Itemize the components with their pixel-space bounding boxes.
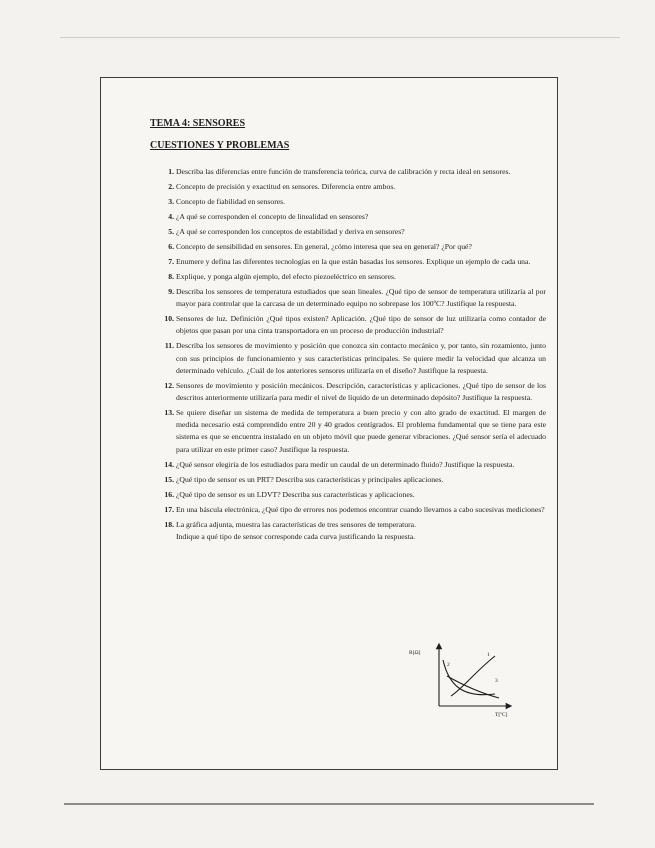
question-text: Concepto de fiabilidad en sensores. [176, 197, 286, 206]
question-number: 16. [164, 489, 174, 499]
page-frame [100, 77, 558, 770]
question-item [150, 489, 546, 501]
question-number: 17. [164, 504, 174, 514]
question-text: Explique, y ponga algún ejemplo, del efecto piezoeléctrico en sensores. [176, 272, 396, 281]
question-item [150, 340, 546, 377]
question-item [150, 474, 546, 486]
question-number: 10. [164, 314, 174, 324]
question-number: 12. [164, 380, 174, 390]
question-item [150, 241, 546, 253]
curve-1 [451, 656, 495, 696]
graph-svg [407, 642, 515, 718]
question-number: 5. [168, 227, 174, 236]
question-number: 2. [168, 182, 174, 191]
curve-2 [443, 660, 495, 695]
question-text: Enumere y defina las diferentes tecnologías en la que están basadas los sensores. Explique un ejemplo de cada una. [176, 257, 531, 266]
question-text: Describa las diferencias entre función de transferencia teórica, curva de calibración y recta ideal en sensores. [176, 167, 511, 176]
question-number: 9. [168, 287, 174, 296]
question-item [150, 271, 546, 283]
question-text: Sensores de movimiento y posición mecánicos. Descripción, características y aplicaciones. ¿Qué tipo de sensor de los descritos anteriormente utilizaría para medir el nivel de líquido de un determinado depósito? Justifique la respuesta. [176, 380, 546, 403]
question-number: 3. [168, 197, 174, 206]
question-text: ¿Qué tipo de sensor es un LDVT? Describa sus características y aplicaciones. [176, 489, 415, 499]
question-text: ¿A qué se corresponden los conceptos de estabilidad y deriva en sensores? [176, 227, 405, 236]
question-number: 6. [168, 242, 174, 251]
question-number: 13. [164, 408, 174, 418]
question-text: Describa los sensores de temperatura estudiados que sean lineales. ¿Qué tipo de sensor de temperatura utilizaría al por mayor para controlar que la carcasa de un determinado equipo no sobrepase los 100ºC? Justifique la respuesta. [176, 287, 546, 309]
curve-label: 2 [447, 662, 450, 668]
question-item [150, 256, 546, 268]
curve-label: 1 [487, 652, 490, 658]
section-subtitle: CUESTIONES Y PROBLEMAS [150, 140, 290, 151]
question-number: 18. [164, 519, 174, 529]
question-text: Concepto de sensibilidad en sensores. En general, ¿cómo interesa que sea en general? ¿Por qué? [176, 242, 472, 251]
question-text: En una báscula electrónica, ¿Qué tipo de errores nos podemos encontrar cuando llevamos a cabo sucesivas mediciones? [176, 504, 545, 514]
question-text: ¿A qué se corresponden el concepto de linealidad en sensores? [176, 212, 369, 221]
question-text: ¿Qué tipo de sensor es un PRT? Describa sus características y principales aplicaciones. [176, 474, 444, 484]
question-number: 7. [168, 257, 174, 266]
x-axis-label: T[ºC] [495, 712, 508, 718]
question-item [150, 313, 546, 337]
question-item [150, 459, 546, 471]
question-item [150, 181, 546, 193]
question-item [150, 286, 546, 310]
sensor-characteristics-graph [407, 642, 515, 718]
question-item [150, 407, 546, 456]
question-item [150, 211, 546, 223]
question-item [150, 519, 416, 543]
scan-edge-top [60, 37, 620, 38]
question-number: 1. [168, 167, 174, 176]
question-item [150, 166, 546, 178]
question-text: ¿Qué sensor elegiría de los estudiados para medir un caudal de un determinado fluido? Justifique la respuesta. [176, 459, 515, 469]
question-text: Describa los sensores de movimiento y posición que conozca sin contacto mecánico y, por tanto, sin rozamiento, junto con sus principios de funcionamiento y sus características principales. Se quiere medir la velocidad que alcanza un determinado vehículo. ¿Cuál de los anteriores sensores utilizaría en el diseño? Justifique la respuesta. [176, 341, 546, 375]
question-text: La gráfica adjunta, muestra las características de tres sensores de temperatura. Indique a qué tipo de sensor corresponde cada curva justificando la respuesta. [176, 519, 416, 541]
y-axis-label: R[Ω] [409, 650, 421, 656]
document-body [150, 118, 546, 546]
question-item [150, 504, 546, 516]
section-title: TEMA 4: SENSORES [150, 118, 246, 129]
question-number: 8. [168, 272, 174, 281]
question-item [150, 226, 546, 238]
question-text: Concepto de precisión y exactitud en sensores. Diferencia entre ambos. [176, 182, 396, 191]
question-number: 4. [168, 212, 174, 221]
curve-label: 3 [495, 678, 498, 684]
question-number: 14. [164, 459, 174, 469]
scan-edge-bottom [64, 803, 594, 805]
question-text: Se quiere diseñar un sistema de medida de temperatura a buen precio y con alto grado de exactitud. El margen de medida necesario está comprendido entre 20 y 40 grados centígrados. El problema fundamental que se tiene para este sistema es que se encuentra instalado en un objeto móvil que puede generar vibraciones. ¿Qué sensor sería el adecuado para utilizar en este primer caso? Justifique la respuesta. [176, 408, 546, 454]
question-text: Sensores de luz. Definición ¿Qué tipos existen? Aplicación. ¿Qué tipo de sensor de luz utilizaría como contador de objetos que pasan por una cinta transportadora en un proceso de producción industrial? [176, 314, 546, 336]
question-item [150, 196, 546, 208]
question-number: 15. [164, 474, 174, 484]
question-list [150, 166, 546, 543]
question-number: 11. [164, 341, 174, 351]
question-item [150, 380, 546, 404]
